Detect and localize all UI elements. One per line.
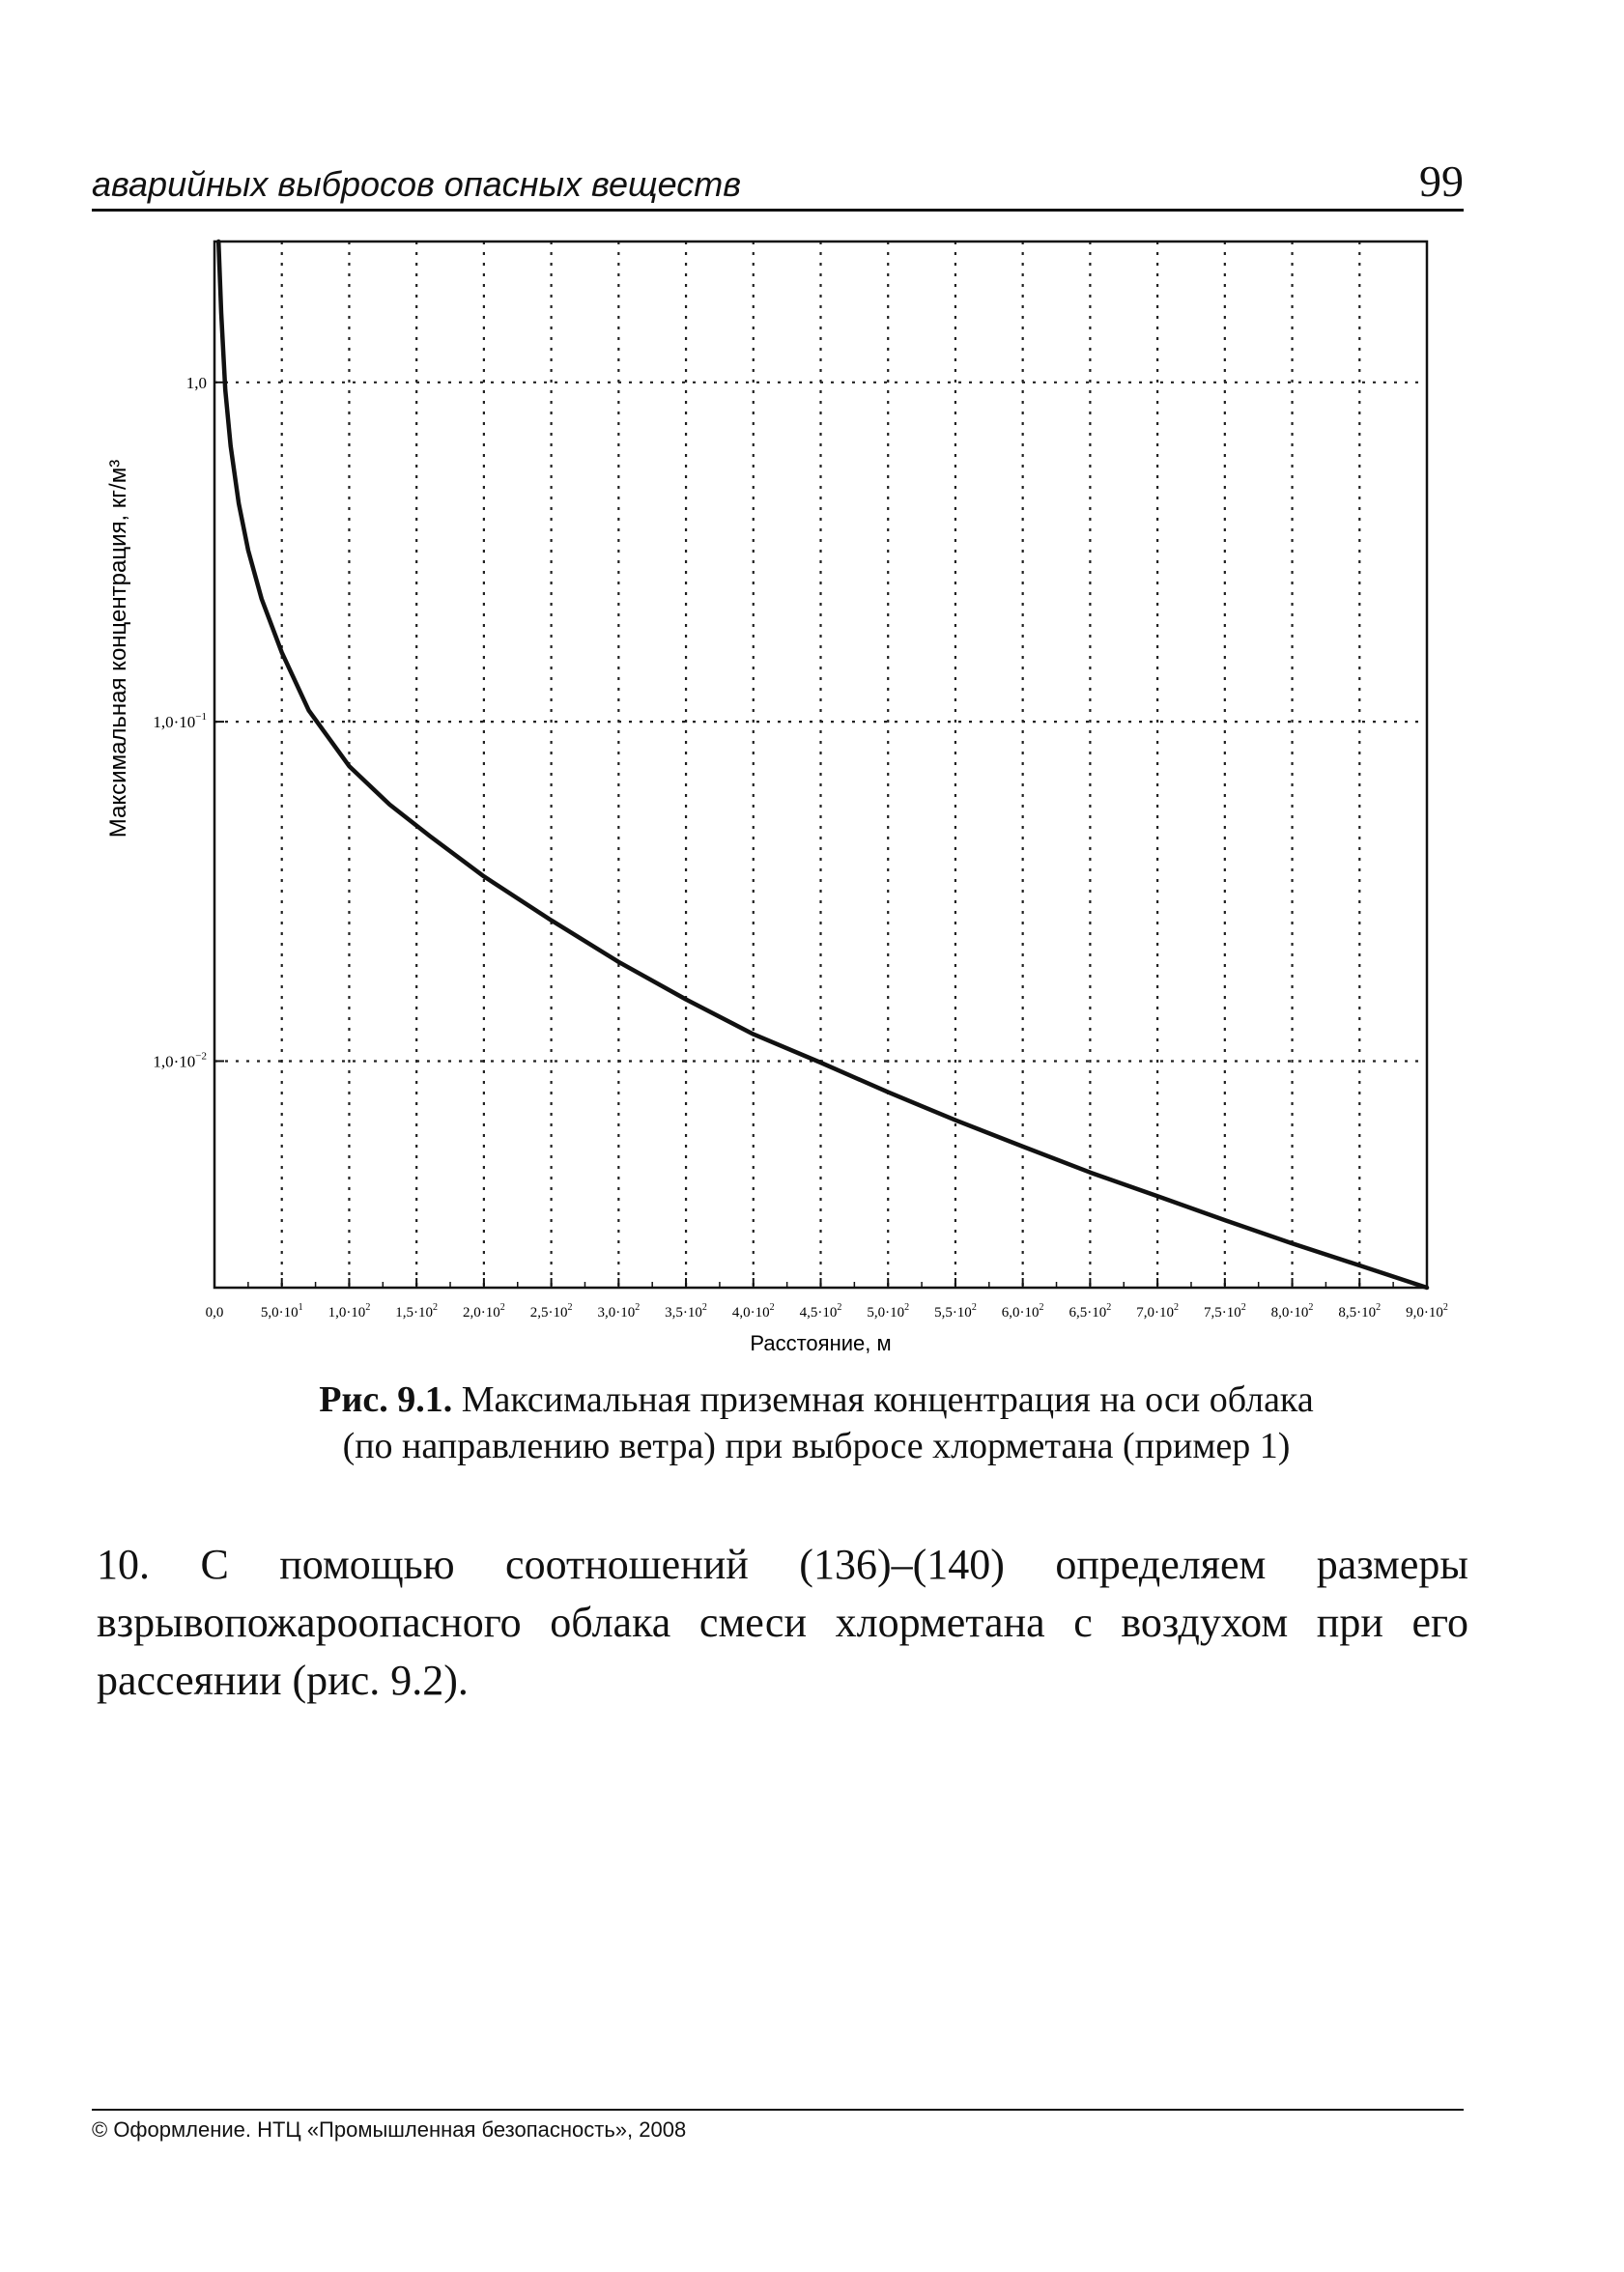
figure-caption <box>116 1377 1517 1469</box>
figure-caption-text-1: Максимальная приземная концентрация на оси облака <box>452 1379 1314 1420</box>
x-tick-label: $4,5\cdot 10^2$ <box>799 1302 842 1321</box>
x-axis-ticks <box>206 1278 1448 1321</box>
x-tick-label: $8,0\cdot 10^2$ <box>1270 1302 1314 1321</box>
x-tick-label: $6,0\cdot 10^2$ <box>1001 1302 1044 1321</box>
concentration-chart <box>97 232 1488 1362</box>
footer-copyright: © Оформление. НТЦ «Промышленная безопасность», 2008 <box>92 2117 687 2142</box>
figure-label: Рис. 9.1. <box>319 1379 453 1420</box>
body-paragraph: 10. С помощью соотношений (136)–(140) определяем размеры взрывопожароопасного облака смеси хлорметана с воздухом при его рассеянии (рис. 9.2). <box>97 1541 1468 1704</box>
chart-grid <box>214 241 1427 1288</box>
x-tick-label: $5,0\cdot 10^1$ <box>260 1302 303 1321</box>
footer-rule <box>92 2109 1464 2111</box>
y-tick-label: $1,0\cdot 10^{-2}$ <box>153 1050 207 1071</box>
running-header-title: аварийных выбросов опасных веществ <box>92 164 742 204</box>
y-tick-label: $1,0\cdot 10^{-1}$ <box>153 711 207 732</box>
series-line <box>218 241 1427 1288</box>
x-tick-label: $7,0\cdot 10^2$ <box>1136 1302 1179 1321</box>
page-number: 99 <box>1419 156 1464 206</box>
x-tick-label: $7,5\cdot 10^2$ <box>1203 1302 1246 1321</box>
figure-caption-line-1 <box>116 1377 1517 1423</box>
y-tick-label: 1,0 <box>185 373 207 392</box>
x-tick-label: $4,0\cdot 10^2$ <box>731 1302 775 1321</box>
x-tick-label: $2,0\cdot 10^2$ <box>463 1302 505 1321</box>
x-tick-label: $8,5\cdot 10^2$ <box>1338 1302 1382 1321</box>
x-tick-label: $3,0\cdot 10^2$ <box>597 1302 641 1321</box>
figure-caption-line-2: (по направлению ветра) при выбросе хлорметана (пример 1) <box>342 1426 1291 1466</box>
x-tick-label: $2,5\cdot 10^2$ <box>529 1302 573 1321</box>
x-tick-label: $5,5\cdot 10^2$ <box>934 1302 977 1321</box>
x-tick-label: $1,5\cdot 10^2$ <box>395 1302 439 1321</box>
x-tick-label: $5,0\cdot 10^2$ <box>867 1302 910 1321</box>
x-tick-label: $6,5\cdot 10^2$ <box>1068 1302 1112 1321</box>
y-axis-label: Максимальная концентрация, кг/м³ <box>105 459 131 838</box>
x-tick-label: $3,5\cdot 10^2$ <box>665 1302 707 1321</box>
x-tick-label: 0,0 <box>205 1305 224 1321</box>
x-axis-label: Расстояние, м <box>750 1331 892 1355</box>
running-header <box>92 156 1464 212</box>
x-tick-label: $9,0\cdot 10^2$ <box>1406 1302 1448 1321</box>
x-tick-label: $1,0\cdot 10^2$ <box>328 1302 371 1321</box>
